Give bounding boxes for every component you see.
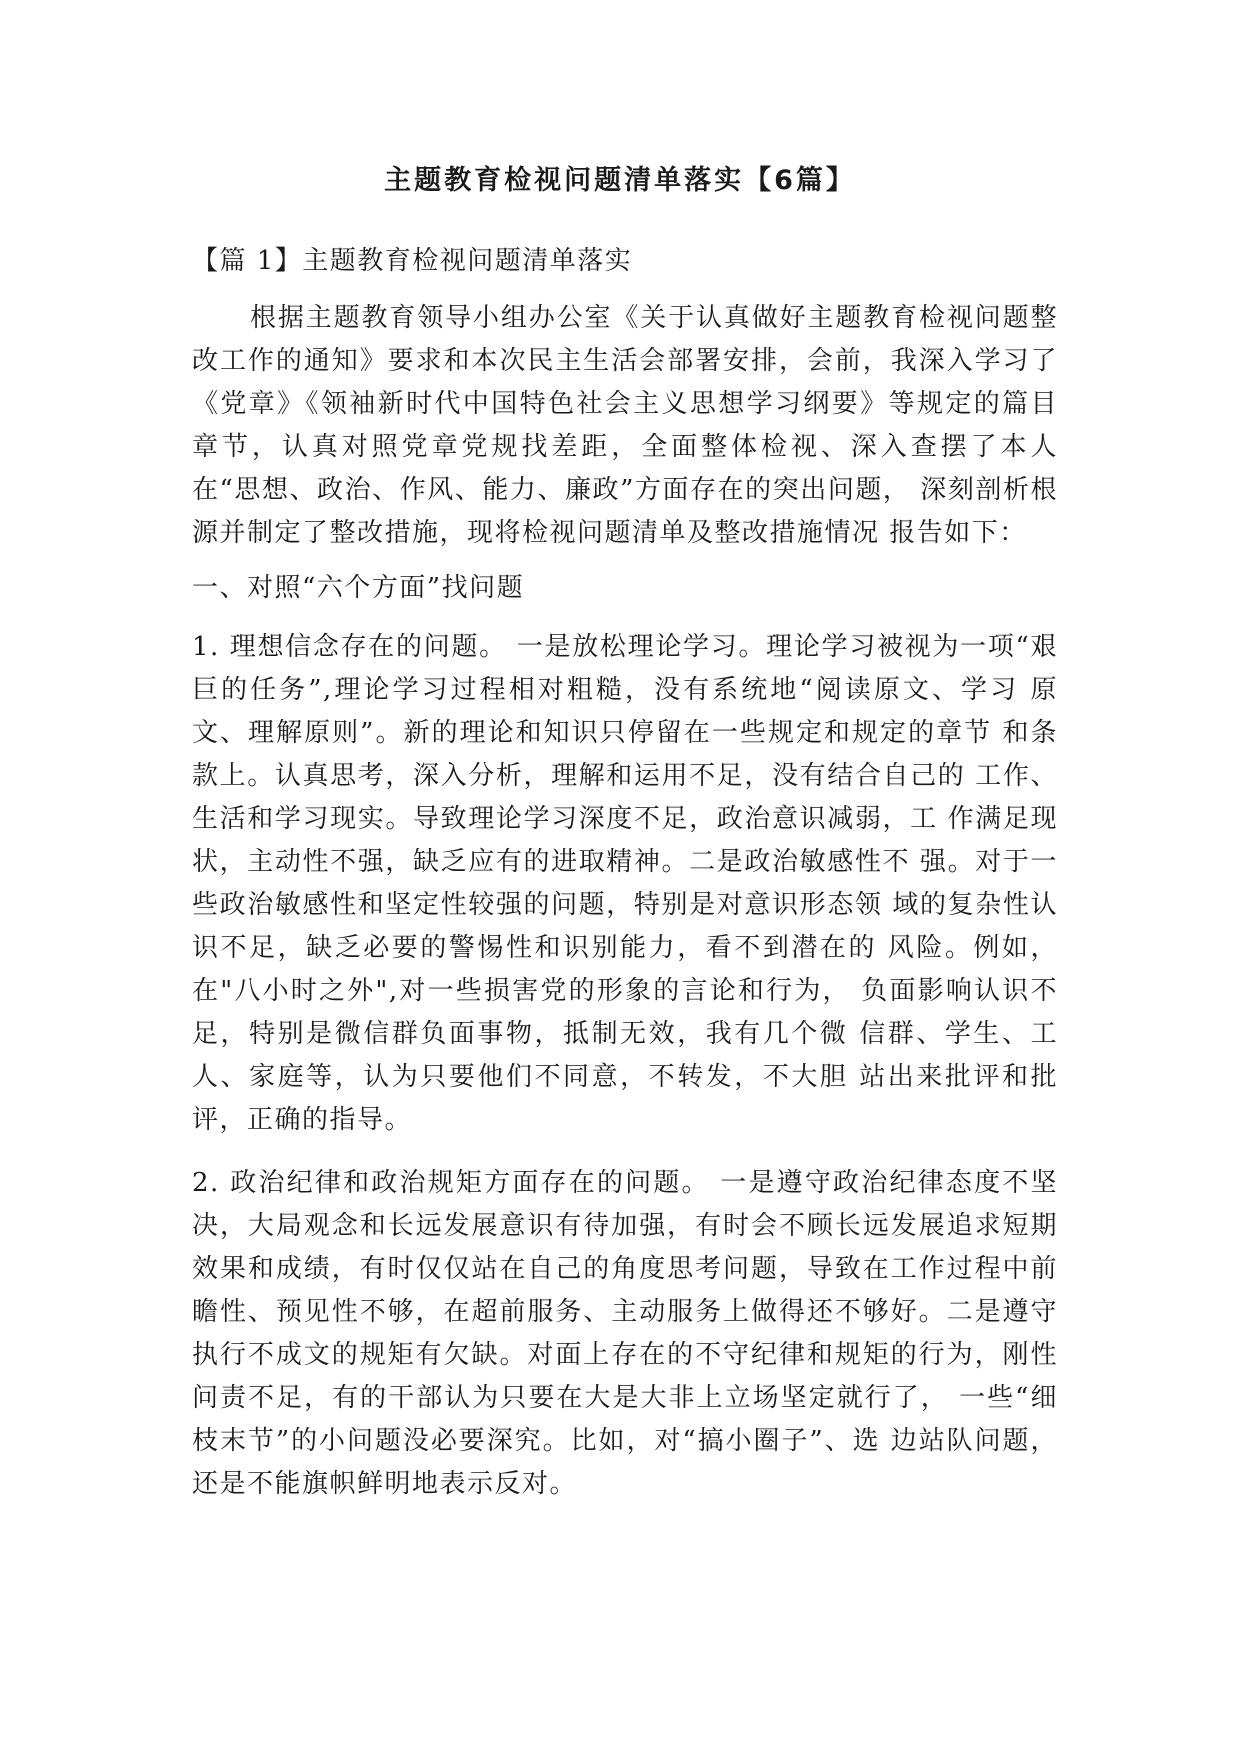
intro-paragraph: 根据主题教育领导小组办公室《关于认真做好主题教育检视问题整改工作的通知》要求和本次民主生活会部署安排，会前，我深入学习了《党章》《领袖新时代中国特色社会主义思想学习纲要》等规定的篇目章节，认真对照党章党规找差距，全面整体检视、深入查摆了本人在“思想、政治、作风、能力、廉政”方面存在的突出问题， 深刻剖析根源并制定了整改措施，现将检视问题清单及整改措施情况 报告如下：: [192, 303, 1058, 548]
section-heading: 一、对照“六个方面”找问题: [192, 573, 525, 603]
body-paragraph-2: 2. 政治纪律和政治规矩方面存在的问题。 一是遵守政治纪律态度不坚决，大局观念和长远发展意识有待加强，有时会不顾长远发展追求短期效果和成绩，有时仅仅站在自己的角度思考问题，导致在工作过程中前瞻性、预见性不够，在超前服务、主动服务上做得还不够好。二是遵守执行不成文的规矩有欠缺。对面上存在的不守纪律和规矩的行为，刚性问责不足，有的干部认为只要在大是大非上立场坚定就行了， 一些“细枝末节”的小问题没必要深究。比如，对“搞小圈子”、选 边站队问题，还是不能旗帜鲜明地表示反对。: [192, 1168, 1058, 1499]
body-paragraph-1: 1. 理想信念存在的问题。 一是放松理论学习。理论学习被视为一项“艰 巨的任务”,理论学习过程相对粗糙，没有系统地“阅读原文、学习 原文、理解原则”。新的理论和知识只停留在一些规定和规定的章节 和条款上。认真思考，深入分析，理解和运用不足，没有结合自己的 工作、生活和学习现实。导致理论学习深度不足，政治意识减弱，工 作满足现状，主动性不强，缺乏应有的进取精神。二是政治敏感性不 强。对于一些政治敏感性和坚定性较强的问题，特别是对意识形态领 域的复杂性认识不足，缺乏必要的警惕性和识别能力，看不到潜在的 风险。例如，在"八小时之外",对一些损害党的形象的言论和行为， 负面影响认识不足，特别是微信群负面事物，抵制无效，我有几个微 信群、学生、工人、家庭等，认为只要他们不同意，不转发，不大胆 站出来批评和批评，正确的指导。: [192, 632, 1058, 1135]
document-body: [192, 240, 1058, 1526]
chapter-heading: 【篇 1】主题教育检视问题清单落实: [192, 246, 633, 276]
document-title: 主题教育检视问题清单落实【6篇】: [384, 165, 856, 196]
